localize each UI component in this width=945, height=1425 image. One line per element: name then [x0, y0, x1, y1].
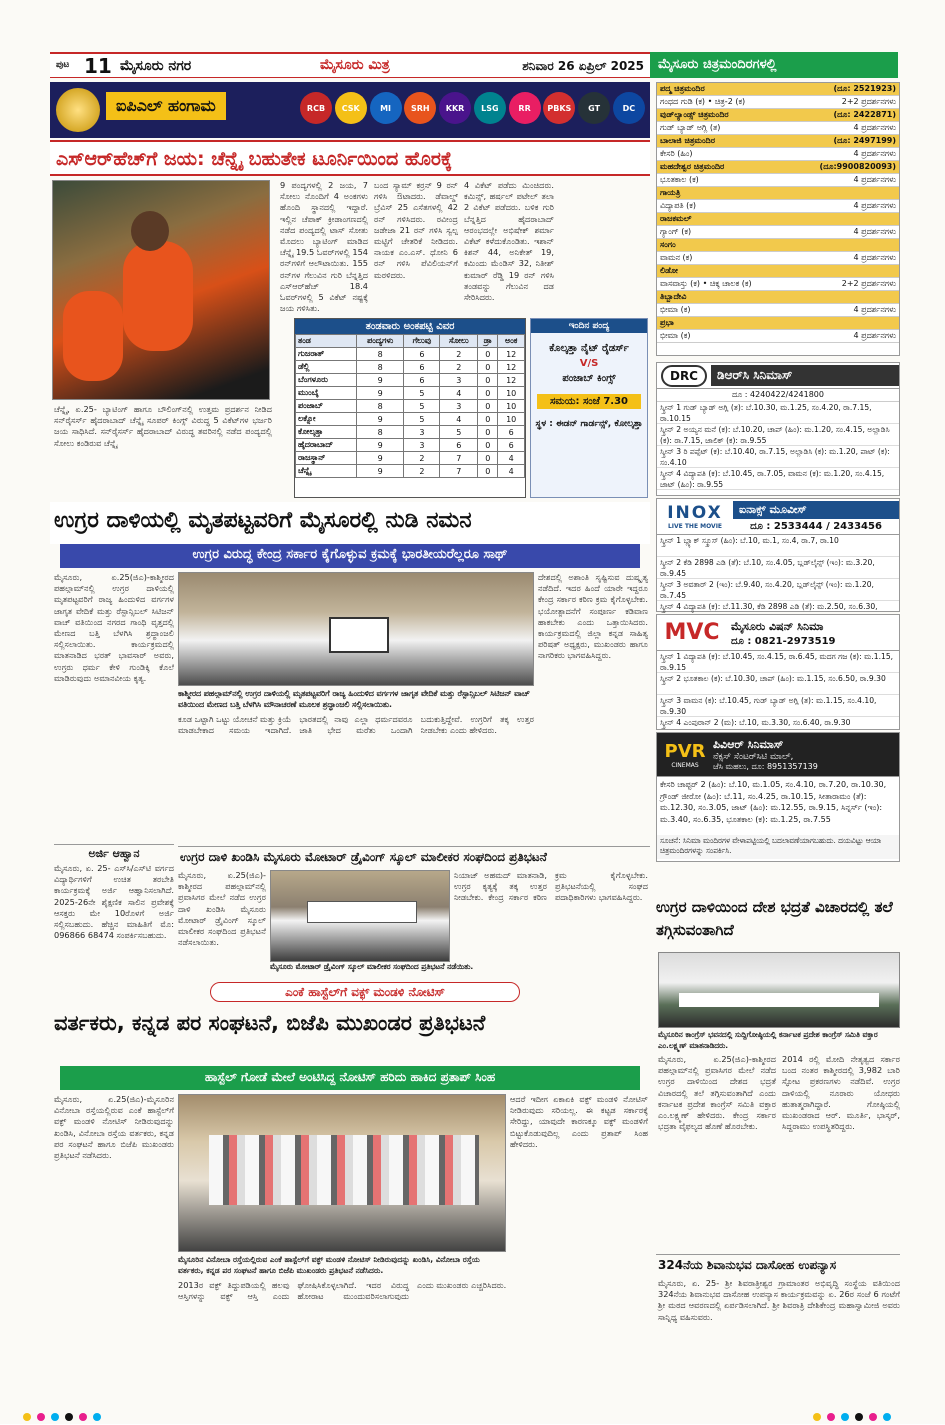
points-cell: 8 — [356, 361, 404, 374]
points-team: ಹೈದರಾಬಾದ್ — [296, 439, 357, 452]
cinema-hall: ಮಹದೇಶ್ವರ ಚಿತ್ರಮಂದಿರ (ದೂ:9900820093) — [657, 161, 899, 174]
points-row — [296, 400, 525, 413]
points-cell: 0 — [478, 465, 498, 478]
pahalgam-story-mid: ಕೂಡ ಒಟ್ಟಾಗಿ ಒಟ್ಟು ಯೋಚನೆ ಮತ್ತು ಕ್ರಿಯೆ ಮಾಡಬೇಕಾದ ಸಮಯ ಇದಾಗಿದೆ. ಭಾರತದಲ್ಲಿ ನಾವು ಎಲ್ಲಾ ಧರ್ಮದವರೂ ಜಾತಿ ಭೇದ ಮರೆತು ಒಂದಾಗಿ ಬದುಕುತ್ತಿದ್ದೇವೆ. ಉಗ್ರರಿಗೆ ತಕ್ಕ ಉತ್ತರ ನೀಡಬೇಕು ಎಂದು ಹೇಳಿದರು. — [178, 714, 534, 736]
cinema-show-row: ಗುಡ್ ಬ್ಯಾಡ್ ಅಗ್ಲಿ (ತ) 4 ಪ್ರದರ್ಶನಗಳು — [657, 122, 899, 135]
cinema-show-row: ಕೇಸರಿ (ಹಿಂ) 4 ಪ್ರದರ್ಶನಗಳು — [657, 148, 899, 161]
points-cell: 12 — [498, 348, 525, 361]
points-table — [295, 334, 525, 478]
team-logo-pbks: PBKS — [543, 92, 575, 124]
points-cell: 9 — [356, 413, 404, 426]
paper-name: ಮೈಸೂರು ಮಿತ್ರ — [320, 57, 390, 73]
page-header — [50, 52, 650, 78]
points-cell: 6 — [498, 426, 525, 439]
mvc-box — [656, 614, 900, 730]
points-cell: 12 — [498, 374, 525, 387]
points-col-header: ತಂಡ — [296, 335, 357, 348]
inox-name: ಐನಾಕ್ಸ್ ಮೂವೀಸ್ — [733, 501, 899, 519]
points-cell: 7 — [440, 465, 478, 478]
points-col-header: ಪಂದ್ಯಗಳು — [356, 335, 404, 348]
driving-headline: ಉಗ್ರರ ದಾಳಿ ಖಂಡಿಸಿ ಮೈಸೂರು ಮೋಟಾರ್ ಡ್ರೈವಿಂಗ್ ಸ್ಕೂಲ್ ಮಾಲೀಕರ ಸಂಘದಿಂದ ಪ್ರತಿಭಟನೆ — [178, 846, 650, 868]
points-cell: 10 — [498, 387, 525, 400]
inox-phone: ದೂ : 2533444 / 2433456 — [750, 521, 882, 532]
points-cell: 3 — [404, 439, 440, 452]
today-match-label: ಇಂದಿನ ಪಂದ್ಯ — [531, 319, 647, 333]
page-label: ಪುಟ — [56, 60, 70, 70]
points-cell: 0 — [478, 400, 498, 413]
cinema-show-row: ಗ್ಯಾಂಗ್ (ಕ) 4 ಪ್ರದರ್ಶನಗಳು — [657, 226, 899, 239]
waqf-story-bottom: 2013ರ ವಕ್ಫ್ ತಿದ್ದುಪಡಿಯಲ್ಲಿ ಹಲವು ಆಸ್ತಿಗಳನ್ನು ವಕ್ಫ್ ಆಸ್ತಿ ಎಂದು ಘೋಷಿಸಿಕೊಳ್ಳಲಾಗಿದೆ. ಇದರ ವಿರುದ್ಧ ಹೋರಾಟ ಮುಂದುವರಿಸಲಾಗುವುದು ಎಂದು ಮುಖಂಡರು ಎಚ್ಚರಿಸಿದರು. — [178, 1280, 507, 1302]
team-logo-gt: GT — [578, 92, 610, 124]
pahalgam-subheadline: ಉಗ್ರರ ವಿರುದ್ಧ ಕೇಂದ್ರ ಸರ್ಕಾರ ಕೈಗೊಳ್ಳುವ ಕ್ರಮಕ್ಕೆ ಭಾರತೀಯರೆಲ್ಲರೂ ಸಾಥ್ — [60, 544, 640, 568]
points-cell: 12 — [498, 361, 525, 374]
cinema-header — [650, 52, 898, 78]
cinema-show-row: ವಾಸವಾಸ್ತು (ಕ) • ಚಿಕ್ಕ ಚಾಲಕ (ಕ) 2+2 ಪ್ರದರ್ಶನಗಳು — [657, 278, 899, 291]
today-team2: ಪಂಜಾಬ್ ಕಿಂಗ್ಸ್ — [562, 373, 616, 384]
pahalgam-story-left: ಮೈಸೂರು, ಏ.25(ಜಿಎ)-ಕಾಶ್ಮೀರದ ಪಹಲ್ಗಾಮ್‌ನಲ್ಲಿ ಉಗ್ರರ ದಾಳಿಯಲ್ಲಿ ಮೃತಪಟ್ಟವರಿಗೆ ರಾಜ್ಯ ಹಿಂದುಳಿದ ವರ್ಗಗಳ ಜಾಗೃತ ವೇದಿಕೆ ಮತ್ತು ರೆಸ್ಪಾನ್ಸಿಬಲ್ ಸಿಟಿಜನ್ ವಾಚ್ ವತಿಯಿಂದ ನಗರದ ಗಾಂಧಿ ವೃತ್ತದಲ್ಲಿ ಮೇಣದ ಬತ್ತಿ ಬೆಳಗಿಸಿ ಶ್ರದ್ಧಾಂಜಲಿ ಸಲ್ಲಿಸಲಾಯಿತು. ಕಾರ್ಯಕ್ರಮದಲ್ಲಿ ಮಾತನಾಡಿದ ಭರತ್ ಭಾವಸಾರ್ ಅವರು, ಉಗ್ರರು ಧರ್ಮ ಕೇಳಿ ಗುಂಡಿಕ್ಕಿ ಕೊಲೆ ಮಾಡಿರುವುದು ಅಮಾನವೀಯ ಕೃತ್ಯ. — [54, 572, 174, 683]
points-cell: 0 — [478, 413, 498, 426]
driving-photo-caption: ಮೈಸೂರು ಮೋಟಾರ್ ಡ್ರೈವಿಂಗ್ ಸ್ಕೂಲ್ ಮಾಲೀಕರ ಸಂಘದಿಂದ ಪ್ರತಿಭಟನೆ ನಡೆಯಿತು. — [270, 962, 474, 971]
points-cell: 0 — [478, 361, 498, 374]
waqf-subheadline: ಹಾಸ್ಟೆಲ್ ಗೋಡೆ ಮೇಲೆ ಅಂಟಿಸಿದ್ದ ನೋಟಿಸ್ ಹರಿದು ಹಾಕಿದ ಪ್ರತಾಪ್ ಸಿಂಹ — [60, 1066, 640, 1090]
upavasa-body: ಮೈಸೂರು, ಏ. 25- ಶ್ರೀ ಶಿವರಾತ್ರೀಶ್ವರ ಗ್ರಾಮಾಂತರ ಅಭಿವೃದ್ಧಿ ಸಂಸ್ಥೆಯ ವತಿಯಿಂದ 324ನೆಯ ಶಿವಾನುಭವ ದಾಸೋಹ ಉಪನ್ಯಾಸ ಕಾರ್ಯಕ್ರಮವನ್ನು ಏ. 26ರ ಸಂಜೆ 6 ಗಂಟೆಗೆ ಶ್ರೀ ಮಠದ ಆವರಣದಲ್ಲಿ ಏರ್ಪಡಿಸಲಾಗಿದೆ. ಶ್ರೀ ಶಿವರಾತ್ರಿ ದೇಶಿಕೇಂದ್ರ ಮಹಾಸ್ವಾಮೀಜಿ ಅವರು ಸಾನ್ನಿಧ್ಯ ವಹಿಸುವರು. — [658, 1278, 900, 1322]
registration-marks-right — [810, 1406, 930, 1418]
pvr-phone: ಜೆಸಿ ಮಹಲು, ದೂ: 8951357139 — [713, 761, 818, 771]
points-row — [296, 426, 525, 439]
points-row — [296, 387, 525, 400]
points-row — [296, 348, 525, 361]
ipl-banner-title: ಐಪಿಎಲ್ ಹಂಗಾಮ — [106, 92, 226, 120]
cinema-hall: ಪದ್ಮ ಚಿತ್ರಮಂದಿರ (ದೂ: 2521923) — [657, 83, 899, 96]
screen-schedule-row: ಸ್ಕ್ರೀನ್ 3 ಅವತಾರ್ 2 (ಇಂ): ಬೆ.9.40, ಸಂ.4.20, ಬ್ಲಡ್‌ಲೈನ್ಸ್ (ಇಂ): ಮ.1.20, ರಾ.7.45 — [657, 579, 899, 601]
pvr-schedule: ಕೇಸರಿ ಚಾಪ್ಟರ್ 2 (ಹಿಂ): ಬೆ.10, ಮ.1.05, ಸಂ.4.10, ರಾ.7.20, ರಾ.10.30, ಗ್ರೌಂಡ್ ಜೀರೋ (ಹಿಂ): ಬೆ.11, ಸಂ.4.25, ರಾ.10.15, ಸೀತಾರಾಮಂ (ತೆ): ಮ.12.30, ಸಂ.3.05, ಜಾಟ್ (ಹಿಂ): ಮ.12.55, ರಾ.9.15, ಸಿನ್ನರ್ಸ್ (ಇಂ): ಮ.3.40, ಸಂ.6.35, ಭೂತಕಾಲ (ಕ): ಮ.1.25, ರಾ.7.55 — [660, 780, 887, 824]
drc-name: ಡಿಆರ್‌ಸಿ ಸಿನಿಮಾಸ್ — [711, 365, 899, 386]
points-cell: 5 — [404, 387, 440, 400]
points-row — [296, 439, 525, 452]
page-number: 11 — [84, 54, 112, 78]
points-team: ಚೆನ್ನೈ — [296, 465, 357, 478]
ipl-banner — [50, 82, 650, 138]
screen-schedule-row: ಸ್ಕ್ರೀನ್ 3 ವಾಮನ (ಕ): ಬೆ.10.45, ಗುಡ್ ಬ್ಯಾಡ್ ಅಗ್ಲಿ (ತ): ಮ.1.15, ಸಂ.4.10, ರಾ.9.30 — [657, 695, 899, 717]
team-logo-dc: DC — [613, 92, 645, 124]
today-match-box — [530, 318, 648, 498]
points-row — [296, 452, 525, 465]
waqf-story-left: ಮೈಸೂರು, ಏ.25(ಜಿಎ)-ಮೈಸೂರಿನ ವಿನೋಬಾ ರಸ್ತೆಯಲ್ಲಿರುವ ಎಂಕೆ ಹಾಸ್ಟೆಲ್‌ಗೆ ವಕ್ಫ್ ಮಂಡಳಿ ನೋಟಿಸ್ ನೀಡಿರುವುದನ್ನು ಖಂಡಿಸಿ, ವಿನೋಬಾ ರಸ್ತೆಯ ವರ್ತಕರು, ಕನ್ನಡ ಪರ ಸಂಘಟನೆ ಹಾಗೂ ಬಿಜೆಪಿ ಮುಖಂಡರು ಪ್ರತಿಭಟನೆ ನಡೆಸಿದರು. — [54, 1094, 174, 1161]
today-venue: ಸ್ಥಳ : ಈಡನ್ ಗಾರ್ಡನ್ಸ್, ಕೋಲ್ಕತ್ತಾ — [535, 419, 643, 429]
ipl-story-lead: ಚೆನ್ನೈ, ಏ.25- ಬ್ಯಾಟಿಂಗ್ ಹಾಗೂ ಬೌಲಿಂಗ್‌ನಲ್ಲಿ ಉತ್ತಮ ಪ್ರದರ್ಶನ ನೀಡಿದ ಸನ್‌ರೈಸರ್ಸ್ ಹೈದರಾಬಾದ್ ಚೆನ್ನೈ ಸೂಪರ್ ಕಿಂಗ್ಸ್ ವಿರುದ್ಧ 5 ವಿಕೆಟ್‌ಗಳ ಭರ್ಜರಿ ಜಯ ಸಾಧಿಸಿದೆ. ಸನ್‌ರೈಸರ್ಸ್ ಹೈದರಾಬಾದ್ ವಿರುದ್ಧ ತವರಿನಲ್ಲಿ ನಡೆದ ಪಂದ್ಯದಲ್ಲಿ ಸೋಲು ಕಂಡಿರುವ ಚೆನ್ನೈ — [54, 404, 272, 448]
points-cell: 0 — [478, 348, 498, 361]
inox-schedule — [657, 535, 899, 623]
points-cell: 10 — [498, 413, 525, 426]
team-logo-rr: RR — [509, 92, 541, 124]
cinema-hall: ಪ್ರಭಾ — [657, 317, 899, 330]
points-col-header: ಅಂಕ — [498, 335, 525, 348]
congress-story-right: 2014 ರಲ್ಲಿ ಮೋದಿ ನೇತೃತ್ವದ ಸರ್ಕಾರ ಬಂದ ನಂತರ ಕಾಶ್ಮೀರದಲ್ಲಿ 3,982 ಬಾರಿ ಸ್ಫೋಟ ಪ್ರಕರಣಗಳು ನಡೆದಿವೆ. ಉಗ್ರರ ದಾಳಿಯಲ್ಲಿ ನೂರಾರು ಯೋಧರು ಹುತಾತ್ಮರಾಗಿದ್ದಾರೆ. ಗೋಷ್ಠಿಯಲ್ಲಿ ಮುಖಂಡರಾದ ಆರ್. ಮೂರ್ತಿ, ಭಾಸ್ಕರ್, ಸಿದ್ದರಾಮು ಉಪಸ್ಥಿತರಿದ್ದರು. — [782, 1054, 900, 1132]
cinema-hall: ಬಾಲಾಜಿ ಚಿತ್ರಮಂದಿರ (ದೂ: 2497199) — [657, 135, 899, 148]
points-cell: 4 — [440, 387, 478, 400]
points-row — [296, 374, 525, 387]
ipl-story-col1: 9 ಪಂದ್ಯಗಳಲ್ಲಿ 2 ಜಯ, 7 ಸೋಲು ನೊಂದಿಗೆ 4 ಅಂಕಗಳು ಹೊಂದಿ ಸ್ಥಾನದಲ್ಲಿ ಇದ್ದಾರೆ. ಇಲ್ಲಿನ ಚೆಪಾಕ್ ಕ್ರೀಡಾಂಗಣದಲ್ಲಿ ನಡೆದ ಪಂದ್ಯದಲ್ಲಿ ಟಾಸ್ ಸೋತು ಮೊದಲು ಬ್ಯಾಟಿಂಗ್ ಮಾಡಿದ ಚೆನ್ನೈ 19.5 ಓವರ್‌ಗಳಲ್ಲಿ 154 ರನ್‌ಗಳಿಗೆ ಆಲೌಟಾಯಿತು. 155 ರನ್‌ಗಳ ಗೆಲುವಿನ ಗುರಿ ಬೆನ್ನತ್ತಿದ ಎಸ್‌ಆರ್‌ಹೆಚ್ 18.4 ಓವರ್‌ಗಳಲ್ಲಿ 5 ವಿಕೆಟ್ ನಷ್ಟಕ್ಕೆ ಜಯ ಗಳಿಸಿತು. — [280, 180, 368, 314]
ipl-story-col3: 4 ವಿಕೆಟ್ ಪಡೆದು ಮಿಂಚಿದರು. ಕಮಿನ್ಸ್, ಹರ್ಷಲ್ ಪಟೇಲ್ ತಲಾ 2 ವಿಕೆಟ್ ಪಡೆದರು. ಬಳಿಕ ಗುರಿ ಬೆನ್ನತ್ತಿದ ಹೈದರಾಬಾದ್ ಆರಂಭದಲ್ಲೇ ಅಭಿಷೇಕ್ ಶರ್ಮಾ ವಿಕೆಟ್ ಕಳೆದುಕೊಂಡಿತು. ಇಶಾನ್ ಕಿಶನ್ 44, ಅನಿಕೇತ್ 19, ಕಮಿಂದು ಮೆಂಡಿಸ್ 32, ನಿತೀಶ್ ಕುಮಾರ್ ರೆಡ್ಡಿ 19 ರನ್ ಗಳಿಸಿ ತಂಡವನ್ನು ಗೆಲುವಿನ ದಡ ಸೇರಿಸಿದರು. — [464, 180, 554, 303]
section-name: ಮೈಸೂರು ನಗರ — [120, 58, 192, 74]
points-cell: 0 — [478, 374, 498, 387]
points-cell: 4 — [440, 413, 478, 426]
drc-box — [656, 362, 900, 496]
points-cell: 6 — [498, 439, 525, 452]
driving-photo — [270, 870, 450, 962]
pahalgam-photo — [178, 572, 534, 686]
ipl-story-col2: ಬಂದ ಸ್ಯಾಮ್ ಕರ್ರನ್ 9 ರನ್ ಗಳಿಸಿ ಔಟಾದರು. ಡೆವಾಲ್ಡ್ ಬ್ರೆವಿಸ್ 25 ಎಸೆತಗಳಲ್ಲಿ 42 ರನ್ ಗಳಿಸಿದರು. ರವೀಂದ್ರ ಜಡೇಜಾ 21 ರನ್ ಗಳಿಸಿ ಸ್ವಲ್ಪ ಮಟ್ಟಿಗೆ ಚೇತರಿಕೆ ನೀಡಿದರು. ನಾಯಕ ಎಂ.ಎಸ್. ಧೋನಿ 6 ರನ್ ಗಳಿಸಿ ಪೆವಿಲಿಯನ್‌ಗೆ ಮರಳಿದರು. — [374, 180, 458, 280]
points-team: ಗುಜರಾತ್ — [296, 348, 357, 361]
pahalgam-photo-caption: ಕಾಶ್ಮೀರದ ಪಹಲ್ಗಾಮ್‌ನಲ್ಲಿ ಉಗ್ರರ ದಾಳಿಯಲ್ಲಿ ಮೃತಪಟ್ಟವರಿಗೆ ರಾಜ್ಯ ಹಿಂದುಳಿದ ವರ್ಗಗಳ ಜಾಗೃತ ವೇದಿಕೆ ಮತ್ತು ರೆಸ್ಪಾನ್ಸಿಬಲ್ ಸಿಟಿಜನ್ ವಾಚ್ ವತಿಯಿಂದ ಮೇಣದ ಬತ್ತಿ ಬೆಳಗಿಸಿ ಮೌನಾಚರಣೆ ಮೂಲಕ ಶ್ರದ್ಧಾಂಜಲಿ ಸಲ್ಲಿಸಲಾಯಿತು. — [178, 689, 530, 709]
driving-story-right: ನಿಯಾಜ್ ಅಹಮದ್ ಮಾತನಾಡಿ, ಉಗ್ರರ ಕೃತ್ಯಕ್ಕೆ ತಕ್ಕ ಉತ್ತರ ನೀಡಬೇಕು. ಕೇಂದ್ರ ಸರ್ಕಾರ ಕಠಿಣ ಕ್ರಮ ಕೈಗೊಳ್ಳಬೇಕು. ಪ್ರತಿಭಟನೆಯಲ್ಲಿ ಸಂಘದ ಪದಾಧಿಕಾರಿಗಳು ಭಾಗವಹಿಸಿದ್ದರು. — [454, 870, 648, 903]
points-cell: 6 — [440, 439, 478, 452]
pvr-address: ನೆಕ್ಸಸ್ ಸೆಂಟರ್‌ಸಿಟಿ ಮಾಲ್, — [713, 751, 794, 762]
cinema-hall: ಸಂಗಂ — [657, 239, 899, 252]
points-team: ಮುಂಬೈ — [296, 387, 357, 400]
screen-schedule-row: ಸ್ಕ್ರೀನ್ 1 ವಿದ್ಯಾಪತಿ (ಕ): ಬೆ.10.45, ಸಂ.4.15, ರಾ.6.45, ಮದಗ ಗಜ (ಕ): ಮ.1.15, ರಾ.9.15 — [657, 651, 899, 673]
points-cell: 0 — [478, 439, 498, 452]
waqf-story-right: ಆದರೆ ಇದೀಗ ಏಕಾಏಕಿ ವಕ್ಫ್ ಮಂಡಳಿ ನೋಟಿಸ್ ನೀಡಿರುವುದು ಸರಿಯಲ್ಲ. ಈ ಕಟ್ಟಡ ಸರ್ಕಾರಕ್ಕೆ ಸೇರಿದ್ದು, ಯಾವುದೇ ಕಾರಣಕ್ಕೂ ವಕ್ಫ್ ಮಂಡಳಿಗೆ ಬಿಟ್ಟುಕೊಡುವುದಿಲ್ಲ ಎಂದು ಪ್ರತಾಪ್ ಸಿಂಹ ಹೇಳಿದರು. — [510, 1094, 648, 1149]
today-team1: ಕೊಲ್ಕತ್ತಾ ನೈಟ್ ರೈಡರ್ಸ್ — [549, 343, 629, 354]
cinema-show-row: ಭೂತಕಾಲ (ಕ) 4 ಪ್ರದರ್ಶನಗಳು — [657, 174, 899, 187]
points-cell: 3 — [440, 400, 478, 413]
points-cell: 9 — [356, 387, 404, 400]
inox-box — [656, 498, 900, 612]
mvc-name: ಮೈಸೂರು ವಿಷನ್ ಸಿನಿಮಾ — [731, 620, 824, 633]
upavasa-headline: 324ನೆಯ ಶಿವಾನುಭವ ದಾಸೋಹ ಉಪನ್ಯಾಸ — [656, 1254, 900, 1276]
ipl-headline: ಎಸ್‌ಆರ್‌ಹೆಚ್‌ಗೆ ಜಯ: ಚೆನ್ನೈ ಬಹುತೇಕ ಟೂರ್ನಿಯಿಂದ ಹೊರಕ್ಕೆ — [50, 140, 650, 176]
points-cell: 3 — [404, 426, 440, 439]
points-team: ಕೋಲ್ಕತ್ತಾ — [296, 426, 357, 439]
points-cell: 9 — [356, 465, 404, 478]
points-cell: 6 — [404, 361, 440, 374]
screen-schedule-row: ಸ್ಕ್ರೀನ್ 4 ಎಂಪುರಾನ್ 2 (ಮ): ಬೆ.10, ಮ.3.30, ಸಂ.6.40, ರಾ.9.30 — [657, 717, 899, 739]
points-cell: 7 — [440, 452, 478, 465]
pahalgam-story-right: ದೇಶದಲ್ಲಿ ಅಶಾಂತಿ ಸೃಷ್ಟಿಸುವ ದುಷ್ಕೃತ್ಯ ನಡೆದಿದೆ. ಇದರ ಹಿಂದೆ ಯಾರೇ ಇದ್ದರೂ ಕೇಂದ್ರ ಸರ್ಕಾರ ಕಠಿಣ ಕ್ರಮ ಕೈಗೊಳ್ಳಬೇಕು. ಭಯೋತ್ಪಾದನೆಗೆ ಸಂಪೂರ್ಣ ಕಡಿವಾಣ ಹಾಕಬೇಕು ಎಂದು ಒತ್ತಾಯಿಸಿದರು. ಕಾರ್ಯಕ್ರಮದಲ್ಲಿ ಜಿಲ್ಲಾ ಕನ್ನಡ ಸಾಹಿತ್ಯ ಪರಿಷತ್ ಅಧ್ಯಕ್ಷರು, ಮುಖಂಡರು ಹಾಗೂ ನಾಗರಿಕರು ಭಾಗವಹಿಸಿದ್ದರು. — [538, 572, 648, 661]
pvr-name: ಪಿವಿಆರ್ ಸಿನಿಮಾಸ್ — [713, 737, 784, 751]
team-logo-lsg: LSG — [474, 92, 506, 124]
mvc-schedule — [657, 651, 899, 739]
waqf-photo — [178, 1094, 506, 1252]
waqf-strap: ಎಂಕೆ ಹಾಸ್ಟೆಲ್‌ಗೆ ವಕ್ಫ್ ಮಂಡಳಿ ನೋಟಿಸ್ — [210, 982, 520, 1002]
team-logo-csk: CSK — [335, 92, 367, 124]
cinema-hall: ವುಡ್‌ಲ್ಯಾಂಡ್ಸ್ ಚಿತ್ರಮಂದಿರ (ದೂ: 2422871) — [657, 109, 899, 122]
points-row — [296, 413, 525, 426]
screen-schedule-row: ಸ್ಕ್ರೀನ್ 4 ವಿದ್ಯಾಪತಿ (ಕ): ಬೆ.10.45, ರಾ.7.05, ವಾಮನ (ಕ): ಮ.1.20, ಸಂ.4.15, ಜಾಟ್ (ಹಿಂ): ರಾ.9.55 — [657, 468, 899, 490]
congress-story-left: ಮೈಸೂರು, ಏ.25(ಜಿಎ)-ಕಾಶ್ಮೀರದ ಪಹಲ್ಗಾಮ್‌ನಲ್ಲಿ ಪ್ರವಾಸಿಗರ ಮೇಲೆ ನಡೆದ ಉಗ್ರರ ದಾಳಿಯಿಂದ ದೇಶದ ಭದ್ರತೆ ವಿಚಾರದಲ್ಲಿ ತಲೆ ತಗ್ಗಿಸುವಂತಾಗಿದೆ ಎಂದು ಕರ್ನಾಟಕ ಪ್ರದೇಶ ಕಾಂಗ್ರೆಸ್ ಸಮಿತಿ ವಕ್ತಾರ ಎಂ.ಲಕ್ಷ್ಮಣ್ ಹೇಳಿದರು. ಕೇಂದ್ರ ಸರ್ಕಾರ ಭದ್ರತಾ ವೈಫಲ್ಯದ ಹೊಣೆ ಹೊರಬೇಕು. — [658, 1054, 776, 1132]
notice-title: ಅರ್ಜಿ ಆಹ್ವಾನ — [88, 847, 140, 860]
inox-logo: INOX LIVE THE MOVIE — [667, 503, 723, 530]
team-logo-srh: SRH — [404, 92, 436, 124]
team-logos — [300, 92, 645, 128]
cinema-hall: ಗಾಯತ್ರಿ — [657, 187, 899, 200]
today-time: ಸಮಯ: ಸಂಜೆ 7.30 — [537, 394, 641, 409]
points-team: ಬೆಂಗಳೂರು — [296, 374, 357, 387]
cinema-hall: ತಿಬ್ಬಾದೇವಿ — [657, 291, 899, 304]
points-cell: 9 — [356, 374, 404, 387]
points-cell: 6 — [404, 374, 440, 387]
cinema-show-row: ಭೀಮಾ (ಕ) 4 ಪ್ರದರ್ಶನಗಳು — [657, 304, 899, 317]
points-cell: 0 — [478, 387, 498, 400]
cinema-list — [656, 82, 900, 356]
driving-story-left: ಮೈಸೂರು, ಏ.25(ಜಿಎ)-ಕಾಶ್ಮೀರದ ಪಹಲ್ಗಾಮ್‌ನಲ್ಲಿ ಪ್ರವಾಸಿಗರ ಮೇಲೆ ನಡೆದ ಉಗ್ರರ ದಾಳಿ ಖಂಡಿಸಿ ಮೈಸೂರು ಮೋಟಾರ್ ಡ್ರೈವಿಂಗ್ ಸ್ಕೂಲ್ ಮಾಲೀಕರ ಸಂಘದಿಂದ ಪ್ರತಿಭಟನೆ ನಡೆಸಲಾಯಿತು. — [178, 870, 266, 948]
cinema-show-row: ವಿದ್ಯಾಪತಿ (ಕ) 4 ಪ್ರದರ್ಶನಗಳು — [657, 200, 899, 213]
notice-body: ಮೈಸೂರು, ಏ. 25- ಎಸ್‌ಸಿ/ಎಸ್‌ಟಿ ವರ್ಗದ ವಿದ್ಯಾರ್ಥಿಗಳಿಗೆ ಉಚಿತ ತರಬೇತಿ ಕಾರ್ಯಕ್ರಮಕ್ಕೆ ಅರ್ಜಿ ಆಹ್ವಾನಿಸಲಾಗಿದೆ. 2025-26ನೇ ಶೈಕ್ಷಣಿಕ ಸಾಲಿನ ಪ್ರವೇಶಕ್ಕೆ ಆಸಕ್ತರು ಮೇ 10ರೊಳಗೆ ಅರ್ಜಿ ಸಲ್ಲಿಸಬಹುದು. ಹೆಚ್ಚಿನ ಮಾಹಿತಿಗೆ ಮೊ: 096866 68474 ಸಂಪರ್ಕಿಸಬಹುದು. — [54, 863, 174, 941]
points-cell: 9 — [356, 439, 404, 452]
screen-schedule-row: ಸ್ಕ್ರೀನ್ 2 ಅಯ್ಯನ ಮನೆ (ಕ): ಬೆ.10.20, ಚಾಪ್ (ಹಿಂ): ಮ.1.20, ಸಂ.4.15, ಅಲ್ಲಾಡಿಸಿ (ಕ): ರಾ.7.15, ಜಾಲಿಕ್ (ಕ): ರಾ.9.55 — [657, 424, 899, 446]
points-cell: 10 — [498, 400, 525, 413]
points-col-header: ಸೋಲು — [440, 335, 478, 348]
team-logo-mi: MI — [370, 92, 402, 124]
points-team: ಲಕ್ನೋ — [296, 413, 357, 426]
cinema-hall: ಲಿಡೋ — [657, 265, 899, 278]
waqf-photo-caption: ಮೈಸೂರಿನ ವಿನೋಬಾ ರಸ್ತೆಯಲ್ಲಿರುವ ಎಂಕೆ ಹಾಸ್ಟೆಲ್‌ಗೆ ವಕ್ಫ್ ಮಂಡಳಿ ನೋಟಿಸ್ ನೀಡಿರುವುದನ್ನು ಖಂಡಿಸಿ, ವಿನೋಬಾ ರಸ್ತೆಯ ವರ್ತಕರು, ಕನ್ನಡ ಪರ ಸಂಘಟನೆ ಹಾಗೂ ಬಿಜೆಪಿ ಮುಖಂಡರು ಪ್ರತಿಭಟನೆ ನಡೆಸಿದರು. — [178, 1255, 480, 1275]
issue-date: ಶನಿವಾರ 26 ಏಪ್ರಿಲ್ 2025 — [522, 59, 644, 73]
points-table-title: ತಂಡವಾರು ಅಂಕಪಟ್ಟಿ ವಿವರ — [295, 319, 525, 334]
points-cell: 5 — [404, 400, 440, 413]
pvr-box — [656, 732, 900, 862]
team-logo-kkr: KKR — [439, 92, 471, 124]
drc-phone: ದೂ : 4240422/4241800 — [657, 389, 899, 402]
points-cell: 5 — [440, 426, 478, 439]
points-cell: 8 — [356, 348, 404, 361]
points-cell: 0 — [478, 426, 498, 439]
points-col-header: ಡ್ರಾ — [478, 335, 498, 348]
congress-photo-caption: ಮೈಸೂರಿನ ಕಾಂಗ್ರೆಸ್ ಭವನದಲ್ಲಿ ಸುದ್ದಿಗೋಷ್ಠಿಯಲ್ಲಿ ಕರ್ನಾಟಕ ಪ್ರದೇಶ ಕಾಂಗ್ರೆಸ್ ಸಮಿತಿ ವಕ್ತಾರ ಎಂ.ಲಕ್ಷ್ಮಣ್ ಮಾತನಾಡಿದರು. — [658, 1030, 878, 1050]
team-logo-rcb: RCB — [300, 92, 332, 124]
mvc-phone: ದೂ : 0821-2973519 — [731, 636, 836, 647]
ipl-player-photo — [52, 180, 270, 400]
points-team: ರಾಜಸ್ಥಾನ್ — [296, 452, 357, 465]
cinema-show-row: ವಾಮನ (ಕ) 4 ಪ್ರದರ್ಶನಗಳು — [657, 252, 899, 265]
points-team: ಪಂಜಾಬ್ — [296, 400, 357, 413]
cinema-show-row: ಭೀಮಾ (ಕ) 4 ಪ್ರದರ್ಶನಗಳು — [657, 330, 899, 343]
screen-schedule-row: ಸ್ಕ್ರೀನ್ 1 ಬ್ಲ್ಯಾಕ್ ಸ್ಕ್ರೂಸ್ (ಹಿಂ): ಬೆ.10, ಮ.1, ಸಂ.4, ರಾ.7, ರಾ.10 — [657, 535, 899, 557]
ipl-trophy-icon — [56, 88, 100, 132]
screen-schedule-row: ಸ್ಕ್ರೀನ್ 3 ರಿ ಪಪ್ಪೆಟ್ (ಕ): ಬೆ.10.40, ರಾ.7.15, ಅಲ್ಲಾಡಿಸಿ (ಕ): ಮ.1.20, ಪಾಟ್ (ಕ): ಸಂ.4.10 — [657, 446, 899, 468]
congress-photo — [658, 952, 900, 1028]
points-cell: 8 — [356, 426, 404, 439]
points-row — [296, 361, 525, 374]
pahalgam-headline: ಉಗ್ರರ ದಾಳಿಯಲ್ಲಿ ಮೃತಪಟ್ಟವರಿಗೆ ಮೈಸೂರಲ್ಲಿ ನುಡಿ ನಮನ — [50, 502, 650, 544]
waqf-headline: ವರ್ತಕರು, ಕನ್ನಡ ಪರ ಸಂಘಟನೆ, ಬಿಜೆಪಿ ಮುಖಂಡರ ಪ್ರತಿಭಟನೆ — [54, 1011, 486, 1035]
cinema-hall: ರಾಜಕಮಲ್ — [657, 213, 899, 226]
screen-schedule-row: ಸ್ಕ್ರೀನ್ 2 ಭೂತಕಾಲ (ಕ): ಬೆ.10.30, ಚಾಪ್ (ಹಿಂ): ಮ.1.15, ಸಂ.6.50, ರಾ.9.30 — [657, 673, 899, 695]
screen-schedule-row: ಸ್ಕ್ರೀನ್ 1 ಗುಡ್ ಬ್ಯಾಡ್ ಅಗ್ಲಿ (ತ): ಬೆ.10.30, ಮ.1.25, ಸಂ.4.20, ರಾ.7.15, ರಾ.10.15 — [657, 402, 899, 424]
points-row — [296, 465, 525, 478]
points-cell: 3 — [440, 374, 478, 387]
congress-headline: ಉಗ್ರರ ದಾಳಿಯಿಂದ ದೇಶ ಭದ್ರತೆ ವಿಚಾರದಲ್ಲಿ ತಲೆ ತಗ್ಗಿಸುವಂತಾಗಿದೆ — [656, 898, 893, 939]
pvr-logo: PVR CINEMAS — [664, 740, 706, 769]
screen-schedule-row: ಸ್ಕ್ರೀನ್ 4 ವಿದ್ಯಾಪತಿ (ಕ): ಬೆ.11.30, ಕೆಡಿ 2898 ಎಡಿ (ತೆ): ಮ.2.50, ಸಂ.6.30, — [657, 601, 899, 623]
points-cell: 8 — [356, 400, 404, 413]
points-col-header: ಗೆಲುವು — [404, 335, 440, 348]
screen-schedule-row: ಸ್ಕ್ರೀನ್ 2 ಕೆಡಿ 2898 ಎಡಿ (ತೆ): ಬೆ.10, ಸಂ.4.05, ಬ್ಲಡ್‌ಲೈನ್ಸ್ (ಇಂ): ಮ.3.20, ರಾ.9.45 — [657, 557, 899, 579]
points-cell: 2 — [404, 465, 440, 478]
notice-box — [54, 844, 174, 976]
mvc-logo: MVC — [664, 620, 720, 645]
cinema-header-title: ಮೈಸೂರು ಚಿತ್ರಮಂದಿರಗಳಲ್ಲಿ — [658, 57, 777, 72]
points-cell: 2 — [440, 361, 478, 374]
cinema-show-row: ಗಂಧದ ಗುಡಿ (ಕ) • ಚಿತ್ರ-2 (ಕ) 2+2 ಪ್ರದರ್ಶನಗಳು — [657, 96, 899, 109]
points-cell: 4 — [498, 465, 525, 478]
points-team: ಡೆಲ್ಲಿ — [296, 361, 357, 374]
points-cell: 5 — [404, 413, 440, 426]
pvr-note: ಸೂಚನೆ: ಸಿನಿಮಾ ಮಂದಿರಗಳ ವೇಳಾಪಟ್ಟಿಯಲ್ಲಿ ಬದಲಾವಣೆಯಾಗಬಹುದು. ದಯವಿಟ್ಟು ಆಯಾ ಚಿತ್ರಮಂದಿರಗಳನ್ನು ಸಂಪರ್ಕಿಸಿ. — [657, 835, 899, 859]
points-table-box — [294, 318, 526, 498]
points-cell: 0 — [478, 452, 498, 465]
today-vs: V/S — [579, 358, 599, 369]
drc-logo: DRC — [661, 365, 707, 387]
registration-marks-left — [20, 1406, 140, 1418]
points-cell: 4 — [498, 452, 525, 465]
points-cell: 2 — [440, 348, 478, 361]
points-cell: 2 — [404, 452, 440, 465]
drc-schedule — [657, 402, 899, 490]
points-cell: 9 — [356, 452, 404, 465]
points-cell: 6 — [404, 348, 440, 361]
